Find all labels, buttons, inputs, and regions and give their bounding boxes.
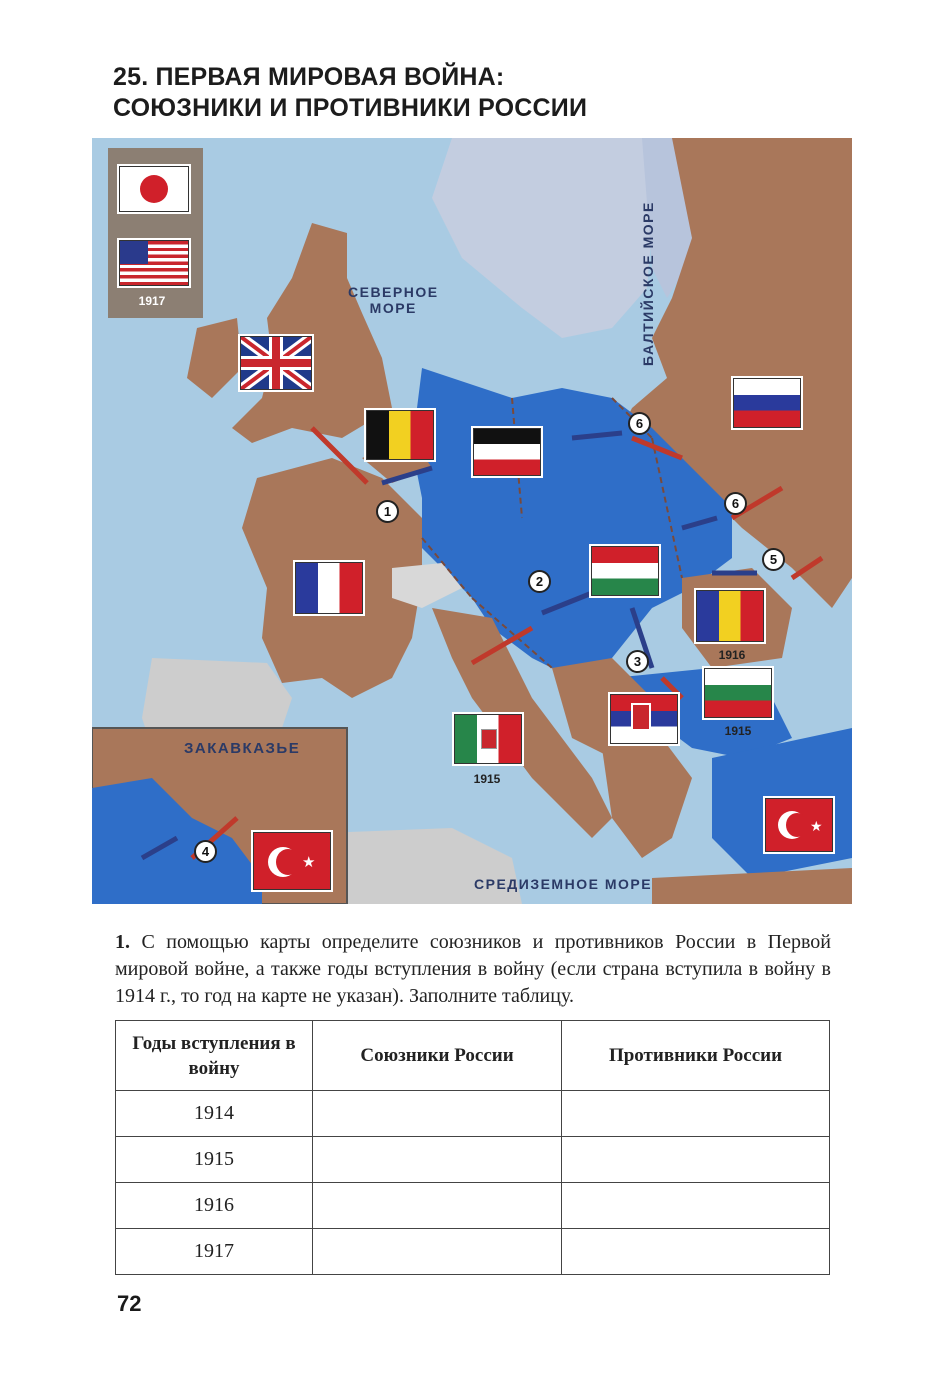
header-allies: Союзники России [313, 1021, 562, 1091]
answer-table [115, 1020, 830, 1275]
flag-ottoman-empire [765, 798, 833, 852]
mediterranean-label: СРЕДИЗЕМНОЕ МОРЕ [474, 876, 653, 892]
flag-italy [454, 714, 522, 764]
flag-uk [240, 336, 312, 390]
flag-austria-hungary [591, 546, 659, 596]
table-row [116, 1229, 830, 1275]
flag-france [295, 562, 363, 614]
page-number: 72 [117, 1291, 142, 1316]
italy-year: 1915 [473, 772, 501, 786]
north-sea-label-line2: МОРЕ [369, 300, 417, 316]
sun-icon [140, 175, 168, 203]
title-line-2: СОЮЗНИКИ И ПРОТИВНИКИ РОССИИ [113, 94, 588, 122]
year-cell: 1914 [116, 1091, 313, 1137]
battle-marker-3: 3 [626, 650, 649, 673]
page-title [113, 62, 587, 124]
europe-map [92, 138, 852, 904]
africa-east-land [652, 868, 852, 904]
flag-serbia [610, 694, 678, 744]
table-row [116, 1091, 830, 1137]
enemies-cell[interactable] [562, 1229, 830, 1275]
flag-bulgaria [704, 668, 772, 718]
task-text [115, 929, 831, 1010]
task-body: С помощью карты определите союзников и противников России в Первой мировой войне, а также годы вступления в войну (если страна вступила в войну в 1914 г., то год на карте не указан). Заполните таблицу. [115, 931, 832, 1007]
enemies-cell[interactable] [562, 1137, 830, 1183]
enemies-cell[interactable] [562, 1091, 830, 1137]
crescent-cutout [786, 813, 808, 837]
union-jack-icon [241, 337, 311, 389]
year-cell: 1916 [116, 1183, 313, 1229]
crescent-cutout-2 [276, 849, 300, 875]
star-icon-2: ★ [302, 853, 316, 871]
flag-german-empire [473, 428, 541, 476]
flag-russia [733, 378, 801, 428]
year-cell: 1917 [116, 1229, 313, 1275]
romania-year: 1916 [718, 648, 746, 662]
flag-ottoman-caucasus [253, 832, 331, 890]
battle-marker-6a: 6 [628, 412, 651, 435]
north-sea-label [348, 284, 439, 316]
north-sea-label-line1: СЕВЕРНОЕ [348, 284, 439, 300]
baltic-sea-label: БАЛТИЙСКОЕ МОРЕ [640, 201, 656, 366]
table-header-row [116, 1021, 830, 1091]
battle-marker-1: 1 [376, 500, 399, 523]
table-row [116, 1137, 830, 1183]
flag-usa [119, 240, 189, 286]
title-line-1: 25. ПЕРВАЯ МИРОВАЯ ВОЙНА: [113, 63, 505, 91]
allies-cell[interactable] [313, 1183, 562, 1229]
allies-cell[interactable] [313, 1137, 562, 1183]
stars-canton-icon [120, 241, 148, 264]
battle-marker-5: 5 [762, 548, 785, 571]
task-number: 1. [115, 931, 130, 953]
bulgaria-year: 1915 [724, 724, 752, 738]
star-icon: ★ [810, 819, 823, 835]
year-cell: 1915 [116, 1137, 313, 1183]
map-graphic [92, 138, 852, 904]
enemies-cell[interactable] [562, 1183, 830, 1229]
flag-romania [696, 590, 764, 642]
greece-land [602, 738, 692, 858]
flag-belgium [366, 410, 434, 460]
flag-japan [119, 166, 189, 212]
battle-marker-4: 4 [194, 840, 217, 863]
battle-marker-2: 2 [528, 570, 551, 593]
header-enemies: Противники России [562, 1021, 830, 1091]
header-years: Годы вступления в войну [116, 1021, 313, 1091]
usa-year: 1917 [138, 294, 166, 308]
caucasus-label: ЗАКАВКАЗЬЕ [184, 740, 301, 757]
serbia-coat-of-arms-icon [631, 703, 651, 731]
table-row [116, 1183, 830, 1229]
battle-marker-6b: 6 [724, 492, 747, 515]
savoy-cross-icon [481, 729, 497, 749]
ireland-land [187, 318, 242, 398]
allies-cell[interactable] [313, 1091, 562, 1137]
allies-cell[interactable] [313, 1229, 562, 1275]
